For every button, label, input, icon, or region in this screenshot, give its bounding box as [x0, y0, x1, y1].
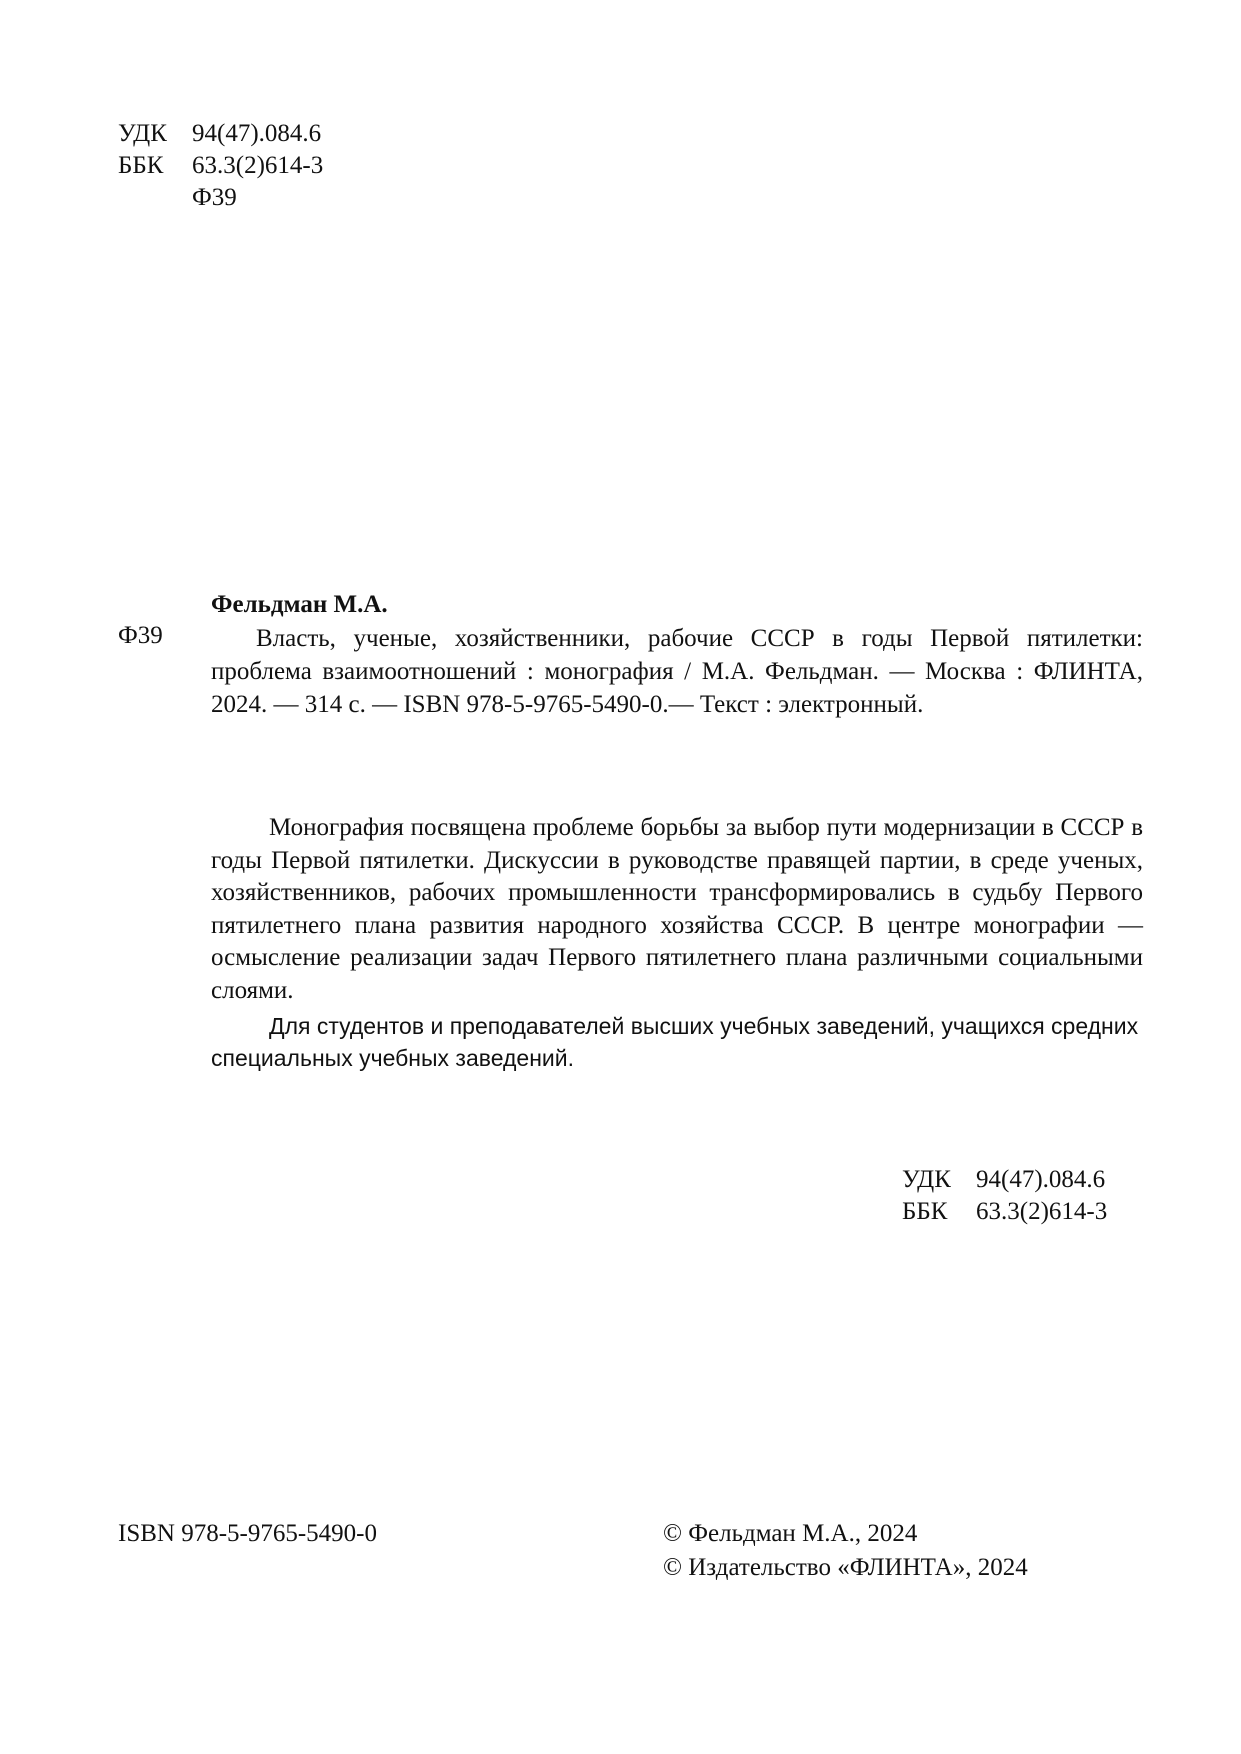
top-bbk-row — [118, 150, 323, 182]
top-udk-row — [118, 118, 323, 150]
isbn: ISBN 978-5-9765-5490-0 — [118, 1520, 378, 1547]
top-bbk-value: 63.3(2)614-3 — [192, 152, 324, 179]
bottom-bbk-row — [902, 1196, 1107, 1228]
copyright-author: © Фельдман М.А., 2024 — [663, 1520, 918, 1547]
annotation-audience: Для студентов и преподавателей высших учебных заведений, учащихся средних специальных учебных заведений. — [211, 1012, 1139, 1072]
copyrights — [663, 1518, 1028, 1586]
top-bbk-label: ББК — [118, 152, 164, 179]
bottom-udk-label: УДК — [902, 1166, 951, 1193]
top-classification — [118, 118, 323, 214]
annotation — [211, 812, 1143, 1075]
card-bibliographic-description: Власть, ученые, хозяйственники, рабочие СССР в годы Первой пятилетки: проблема взаимоотношений : монография / М.А. Фельдман. — Москва : ФЛИНТА, 2024. — 314 с. — ISBN 978-5-9765-5490-0.— Текст : электронный. — [211, 625, 1143, 718]
top-author-cipher: Ф39 — [192, 184, 237, 211]
bottom-classification — [902, 1164, 1107, 1228]
copyright-publisher: © Издательство «ФЛИНТА», 2024 — [663, 1554, 1028, 1581]
top-udk-label: УДК — [118, 120, 167, 147]
card-author-cipher: Ф39 — [118, 622, 163, 649]
bottom-udk-value: 94(47).084.6 — [976, 1166, 1106, 1193]
bottom-bbk-value: 63.3(2)614-3 — [976, 1198, 1108, 1225]
card-author: Фельдман М.А. — [211, 591, 388, 618]
bottom-udk-row — [902, 1164, 1107, 1196]
bottom-bbk-label: ББК — [902, 1198, 948, 1225]
catalog-card — [211, 589, 1143, 721]
annotation-summary: Монография посвящена проблеме борьбы за выбор пути модернизации в СССР в годы Первой пятилетки. Дискуссии в руководстве правящей партии, в среде ученых, хозяйственников, рабочих промышленности трансформировались в судьбу Первого пятилетнего плана развития народного хозяйства СССР. В центре монографии — осмысление реализации задач Первого пятилетнего плана различными социальными слоями. — [211, 814, 1143, 1004]
top-udk-value: 94(47).084.6 — [192, 120, 322, 147]
